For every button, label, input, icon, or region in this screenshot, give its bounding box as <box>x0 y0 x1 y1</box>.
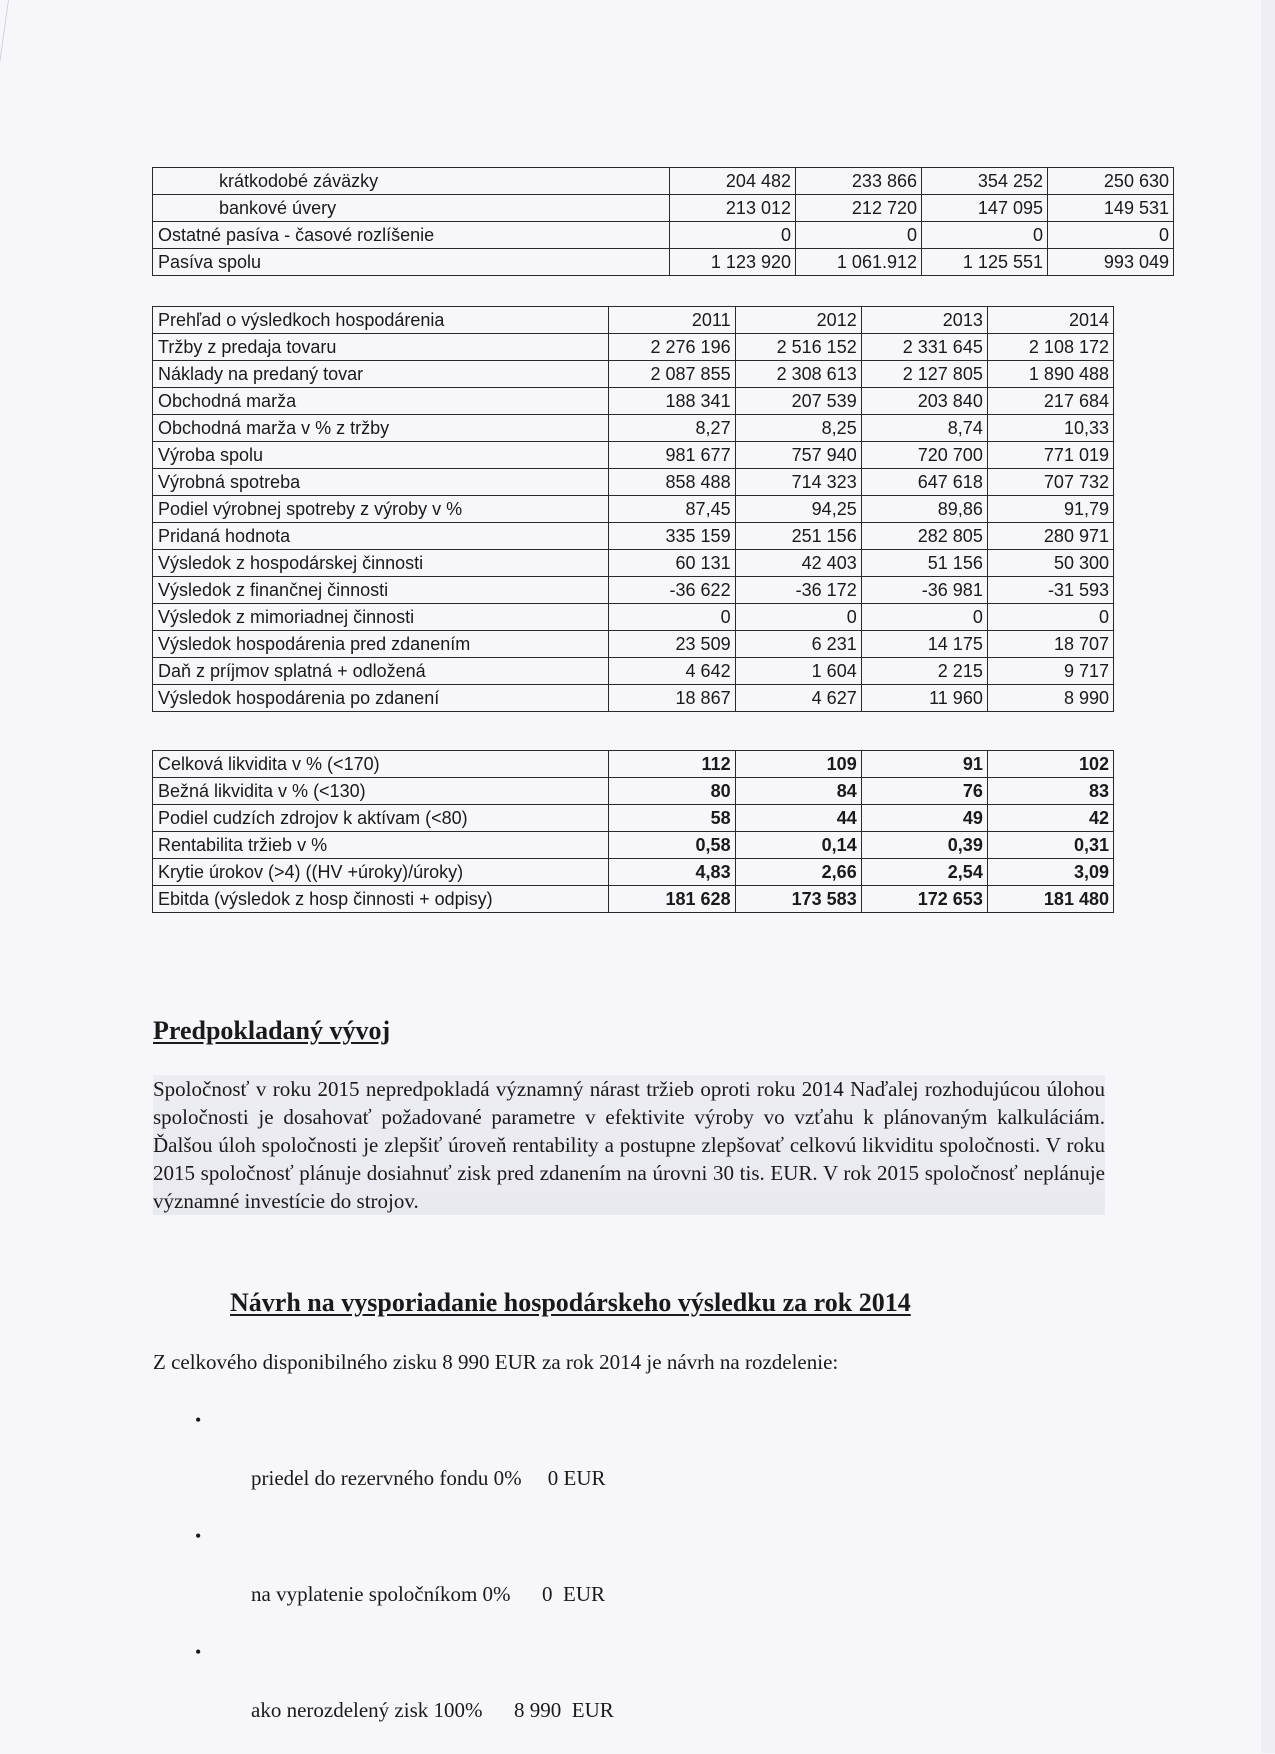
value-2011: 335 159 <box>609 523 735 550</box>
value-2013: 203 840 <box>861 388 987 415</box>
row-label: Krytie úrokov (>4) ((HV +úroky)/úroky) <box>153 859 609 886</box>
value-2012: 212 720 <box>796 195 922 222</box>
value-2014: 50 300 <box>987 550 1113 577</box>
vysledky-body <box>153 334 1114 712</box>
value-2012: 2 308 613 <box>735 361 861 388</box>
value-2012: 251 156 <box>735 523 861 550</box>
value-2012: 0 <box>735 604 861 631</box>
list-item <box>195 1522 614 1638</box>
value-2013: 91 <box>861 751 987 778</box>
table-row <box>153 442 1114 469</box>
value-2014: 3,09 <box>987 859 1113 886</box>
value-2011: -36 622 <box>609 577 735 604</box>
value-2013: 354 252 <box>922 168 1048 195</box>
value-2014: 250 630 <box>1048 168 1174 195</box>
value-2014: 8 990 <box>987 685 1113 712</box>
table-row <box>153 778 1114 805</box>
row-label: Výsledok z finančnej činnosti <box>153 577 609 604</box>
value-2013: 2 127 805 <box>861 361 987 388</box>
value-2011: 0 <box>670 222 796 249</box>
value-2014: 18 707 <box>987 631 1113 658</box>
table-row <box>153 859 1114 886</box>
row-label: Podiel výrobnej spotreby z výroby v % <box>153 496 609 523</box>
table-row <box>153 604 1114 631</box>
value-2014: 280 971 <box>987 523 1113 550</box>
value-2014: 1 890 488 <box>987 361 1113 388</box>
row-label: Výsledok hospodárenia po zdanení <box>153 685 609 712</box>
value-2011: 4 642 <box>609 658 735 685</box>
table-row <box>153 168 1174 195</box>
value-2014: 0 <box>987 604 1113 631</box>
table-row <box>153 631 1114 658</box>
value-2013: 2 215 <box>861 658 987 685</box>
table-row <box>153 523 1114 550</box>
year-header: 2012 <box>735 307 861 334</box>
table-row <box>153 496 1114 523</box>
row-label: Obchodná marža <box>153 388 609 415</box>
value-2013: 0 <box>922 222 1048 249</box>
value-2012: 757 940 <box>735 442 861 469</box>
table-row <box>153 658 1114 685</box>
table-row <box>153 388 1114 415</box>
value-2014: 2 108 172 <box>987 334 1113 361</box>
value-2012: 233 866 <box>796 168 922 195</box>
year-header: 2014 <box>987 307 1113 334</box>
value-2014: 993 049 <box>1048 249 1174 276</box>
value-2011: 0,58 <box>609 832 735 859</box>
value-2014: 9 717 <box>987 658 1113 685</box>
bullet-icon: • <box>195 1642 202 1662</box>
row-label: Výsledok z hospodárskej činnosti <box>153 550 609 577</box>
row-label: Bežná likvidita v % (<130) <box>153 778 609 805</box>
value-2011: 80 <box>609 778 735 805</box>
header-label: Prehľad o výsledkoch hospodárenia <box>153 307 609 334</box>
row-label: Výroba spolu <box>153 442 609 469</box>
value-2013: 720 700 <box>861 442 987 469</box>
value-2014: 707 732 <box>987 469 1113 496</box>
table-row <box>153 249 1174 276</box>
item-text: na vyplatenie spoločníkom 0% 0 EUR <box>251 1582 606 1606</box>
value-2011: 112 <box>609 751 735 778</box>
table-row <box>153 805 1114 832</box>
value-2011: 58 <box>609 805 735 832</box>
table-row <box>153 222 1174 249</box>
value-2012: 6 231 <box>735 631 861 658</box>
value-2012: 2 516 152 <box>735 334 861 361</box>
value-2013: 0 <box>861 604 987 631</box>
value-2011: 60 131 <box>609 550 735 577</box>
value-2013: 14 175 <box>861 631 987 658</box>
vysledky-table <box>152 306 1114 712</box>
vyvoj-paragraph: Spoločnosť v roku 2015 nepredpokladá významný nárast tržieb oproti roku 2014 Naďalej rozhodujúcou úlohou spoločnosti je dosahovať požadované parametre v efektivite výroby vo vzťahu k plánovaným kalkuláciám. Ďalšou úloh spoločnosti je zlepšiť úroveň rentability a postupne zlepšovať celkovú likviditu spoločnosti. V roku 2015 spoločnosť plánuje dosiahnuť zisk pred zdanením na úrovni 30 tis. EUR. V rok 2015 spoločnosť neplánuje významné investície do strojov. <box>153 1077 1105 1213</box>
value-2013: 11 960 <box>861 685 987 712</box>
table-header-row <box>153 307 1114 334</box>
page-edge-shadow <box>0 0 9 200</box>
list-item <box>195 1638 614 1754</box>
value-2011: 18 867 <box>609 685 735 712</box>
table-row <box>153 832 1114 859</box>
table-row <box>153 469 1114 496</box>
value-2014: -31 593 <box>987 577 1113 604</box>
value-2014: 83 <box>987 778 1113 805</box>
value-2011: 858 488 <box>609 469 735 496</box>
value-2014: 10,33 <box>987 415 1113 442</box>
table-row <box>153 886 1114 913</box>
row-label: bankové úvery <box>153 195 670 222</box>
scan-margin <box>1261 0 1275 1753</box>
value-2013: 49 <box>861 805 987 832</box>
year-header: 2011 <box>609 307 735 334</box>
value-2012: 2,66 <box>735 859 861 886</box>
table-row <box>153 577 1114 604</box>
value-2012: 0 <box>796 222 922 249</box>
row-label: Daň z príjmov splatná + odložená <box>153 658 609 685</box>
value-2013: 76 <box>861 778 987 805</box>
value-2013: 647 618 <box>861 469 987 496</box>
row-label: Pasíva spolu <box>153 249 670 276</box>
value-2014: 0 <box>1048 222 1174 249</box>
row-label: Tržby z predaja tovaru <box>153 334 609 361</box>
value-2011: 0 <box>609 604 735 631</box>
table-row <box>153 361 1114 388</box>
value-2012: 42 403 <box>735 550 861 577</box>
value-2013: 8,74 <box>861 415 987 442</box>
value-2013: 2,54 <box>861 859 987 886</box>
row-label: Výsledok z mimoriadnej činnosti <box>153 604 609 631</box>
year-header: 2013 <box>861 307 987 334</box>
table-row <box>153 751 1114 778</box>
value-2012: 109 <box>735 751 861 778</box>
pasiva-table <box>152 167 1174 276</box>
row-label: Výsledok hospodárenia pred zdanením <box>153 631 609 658</box>
value-2014: 181 480 <box>987 886 1113 913</box>
value-2012: 4 627 <box>735 685 861 712</box>
value-2012: 173 583 <box>735 886 861 913</box>
row-label: Ostatné pasíva - časové rozlíšenie <box>153 222 670 249</box>
bullet-icon: • <box>195 1410 202 1430</box>
ukazovatele-table <box>152 750 1114 913</box>
row-label: Výrobná spotreba <box>153 469 609 496</box>
value-2014: 771 019 <box>987 442 1113 469</box>
row-label: Ebitda (výsledok z hosp činnosti + odpisy) <box>153 886 609 913</box>
value-2011: 2 276 196 <box>609 334 735 361</box>
value-2013: 1 125 551 <box>922 249 1048 276</box>
value-2014: 102 <box>987 751 1113 778</box>
table-row <box>153 334 1114 361</box>
allocation-list <box>195 1406 614 1754</box>
value-2011: 8,27 <box>609 415 735 442</box>
value-2012: 84 <box>735 778 861 805</box>
value-2011: 2 087 855 <box>609 361 735 388</box>
value-2012: 94,25 <box>735 496 861 523</box>
value-2013: 147 095 <box>922 195 1048 222</box>
table-row <box>153 195 1174 222</box>
row-label: Pridaná hodnota <box>153 523 609 550</box>
table-row <box>153 685 1114 712</box>
section-title-navrh: Návrh na vysporiadanie hospodárskeho výsledku za rok 2014 <box>230 1288 911 1317</box>
row-label: Obchodná marža v % z tržby <box>153 415 609 442</box>
value-2014: 0,31 <box>987 832 1113 859</box>
value-2011: 981 677 <box>609 442 735 469</box>
value-2012: 207 539 <box>735 388 861 415</box>
navrh-intro: Z celkového disponibilného zisku 8 990 EUR za rok 2014 je návrh na rozdelenie: <box>153 1350 839 1374</box>
value-2011: 23 509 <box>609 631 735 658</box>
value-2012: 1 061.912 <box>796 249 922 276</box>
table-row <box>153 550 1114 577</box>
item-text: ako nerozdelený zisk 100% 8 990 EUR <box>251 1698 614 1722</box>
value-2011: 181 628 <box>609 886 735 913</box>
ukazovatele-body <box>153 751 1114 913</box>
row-label: Rentabilita tržieb v % <box>153 832 609 859</box>
value-2014: 42 <box>987 805 1113 832</box>
value-2011: 1 123 920 <box>670 249 796 276</box>
value-2013: 51 156 <box>861 550 987 577</box>
row-label: Náklady na predaný tovar <box>153 361 609 388</box>
list-item <box>195 1406 614 1522</box>
value-2013: 0,39 <box>861 832 987 859</box>
row-label: Celková likvidita v % (<170) <box>153 751 609 778</box>
value-2011: 4,83 <box>609 859 735 886</box>
item-text: priedel do rezervného fondu 0% 0 EUR <box>251 1466 606 1490</box>
value-2013: 172 653 <box>861 886 987 913</box>
section-title-vyvoj: Predpokladaný vývoj <box>153 1016 391 1045</box>
value-2014: 149 531 <box>1048 195 1174 222</box>
value-2011: 204 482 <box>670 168 796 195</box>
value-2014: 217 684 <box>987 388 1113 415</box>
value-2012: -36 172 <box>735 577 861 604</box>
table-row <box>153 415 1114 442</box>
value-2012: 0,14 <box>735 832 861 859</box>
value-2011: 87,45 <box>609 496 735 523</box>
value-2013: 282 805 <box>861 523 987 550</box>
value-2013: 89,86 <box>861 496 987 523</box>
value-2011: 188 341 <box>609 388 735 415</box>
value-2012: 1 604 <box>735 658 861 685</box>
value-2011: 213 012 <box>670 195 796 222</box>
value-2013: -36 981 <box>861 577 987 604</box>
value-2012: 8,25 <box>735 415 861 442</box>
value-2012: 44 <box>735 805 861 832</box>
row-label: krátkodobé záväzky <box>153 168 670 195</box>
value-2012: 714 323 <box>735 469 861 496</box>
value-2014: 91,79 <box>987 496 1113 523</box>
row-label: Podiel cudzích zdrojov k aktívam (<80) <box>153 805 609 832</box>
value-2013: 2 331 645 <box>861 334 987 361</box>
bullet-icon: • <box>195 1526 202 1546</box>
